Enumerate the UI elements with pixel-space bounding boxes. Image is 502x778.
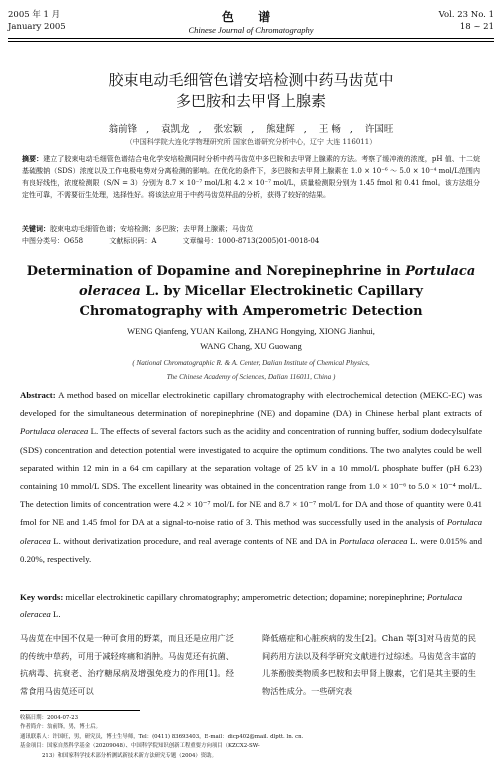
- species-name: Portulaca oleracea: [339, 535, 408, 546]
- en-title-line2: [20, 282, 482, 302]
- en-abstract-label: Abstract:: [20, 390, 56, 400]
- cn-keywords-label: 关键词：: [22, 224, 50, 233]
- body-column-left: 马齿苋在中国不仅是一种可食用的野菜，而且还是应用广泛的传统中草药，可用于减轻疼痛和消肿。马齿苋还有抗菌、抗病毒、抗衰老、治疗糖尿病及增强免疫力的作用[1]。经常食用马齿苋还可以: [20, 633, 234, 696]
- en-affiliation-line2: The Chinese Academy of Sciences, Dalian 116011, China ): [166, 373, 336, 381]
- cn-author: 袁凯龙: [161, 124, 190, 135]
- en-abstract-text: L. without derivatization procedure, and real average contents of NE and DA in: [50, 535, 340, 546]
- en-authors-line1: WENG Qianfeng, YUAN Kailong, ZHANG Hongying, XIONG Jianhui,: [127, 326, 375, 336]
- en-authors-line2: WANG Chang, XU Guowang: [200, 341, 302, 351]
- volume-info: [439, 9, 494, 33]
- en-keywords-text: L.: [50, 609, 61, 619]
- footnote-rule: [20, 710, 140, 711]
- en-title-line3: Chromatography with Amperometric Detection: [79, 304, 423, 319]
- en-title: [20, 262, 482, 322]
- en-title-line1: [20, 262, 482, 282]
- en-keywords: [20, 589, 482, 623]
- volume-number: Vol. 23 No. 1: [438, 10, 494, 20]
- issue-date-cn: 2005 年 1 月: [8, 10, 61, 20]
- en-affiliation-line1: ( National Chromatographic R. & A. Center, Dalian Institute of Chemical Physics,: [132, 359, 370, 367]
- cn-affiliation: （中国科学院大连化学物理研究所 国家色谱研究分析中心，辽宁 大连 116011）: [125, 138, 377, 146]
- page-range: 18 ~ 21: [459, 22, 494, 32]
- footnote-author-bio: 作者简介：翁前锋，男，博士后。: [20, 724, 101, 731]
- en-keywords-text: micellar electrokinetic capillary chromatography; amperometric detection; dopamine; norepinephrine;: [63, 592, 427, 602]
- en-affiliation: [0, 356, 502, 384]
- cn-authors: 翁前锋 , 袁凯龙 , 张宏颖 , 熊建辉 , 王 畅 , 许国旺: [108, 124, 394, 135]
- journal-name-en: Chinese Journal of Chromatography: [188, 25, 314, 35]
- en-title-text: L. by Micellar Electrokinetic Capillary: [140, 284, 423, 299]
- cn-keywords-text: 胶束电动毛细管色谱；安培检测；多巴胺；去甲肾上腺素；马齿苋: [50, 225, 253, 233]
- cn-author: 翁前锋: [108, 124, 138, 135]
- footnote-fund: 基金项目：国家自然科学基金（20209048）、中国科学院知识创新工程重要方向项目（KZCX2-SW-: [20, 743, 260, 750]
- document-code: 文献标识码：A: [109, 237, 157, 245]
- issue-date-en: January 2005: [8, 22, 66, 32]
- en-authors: [0, 324, 502, 354]
- en-title-text: Determination of Dopamine and Norepinephrine in: [26, 264, 406, 279]
- en-abstract-text: L. The effects of several factors such as the acidity and concentration of running buffer, sodium dodecylsulfate (SDS) concentration and detection potential were investigated to acquire the optimum conditions. The two analytes could be well separated within 12 min in a 64 cm capillary at the separation voltage of 25 kV in a 10 mmol/L phosphate buffer (pH 6.23) containing 10 mmol/L SDS. The excellent linearity was obtained in the concentration range from 1.0 × 10⁻⁶ to 5.0 × 10⁻⁴ mol/L. The detection limits of concentration were 4.2 × 10⁻⁷ mol/L for NE and 8.7 × 10⁻⁷ mol/L for DA and those of quantity were 0.41 fmol for NE and 1.45 fmol for DA at a signal-to-noise ratio of 3. This method was successfully used in the analysis of: [20, 426, 482, 528]
- journal-name: [0, 8, 502, 35]
- cn-abstract-label: 摘要：: [22, 155, 44, 163]
- header-rule-thick: [8, 38, 494, 39]
- en-abstract-text: A method based on micellar electrokinetic capillary chromatography with electrochemical detection (MEKC-EC) was developed for the simultaneous determination of norepinephrine (NE) and dopamine (DA) in Chinese herbal plant extracts of: [20, 390, 482, 419]
- en-abstract: [20, 386, 482, 568]
- footnote-received: 收稿日期：2004-07-23: [20, 715, 79, 721]
- cn-author: 王 畅: [318, 124, 341, 135]
- cn-abstract-text: 建立了胶束电动毛细管色谱结合电化学安培检测同时分析中药马齿苋中多巴胺和去甲肾上腺素的方法。考察了缓冲液的浓度，pH 值、十二烷基硫酸钠（SDS）浓度以及工作电极电势对分离检测的影响。在优化的条件下，多巴胺和去甲肾上腺素在 1.0 × 10⁻⁶ ～ 5.0 × 10⁻⁴ mol/L范围内有良好线性，浓度检测限（S/N = 3）分别为 8.7 × 10⁻⁷ mol/L和 4.2 × 10⁻⁷ mol/L，质量检测限分别为 1.45 fmol 和 0.41 fmol。该方法组分定性可靠，不需要衍生处理，选择性好。将该法应用于中药马齿苋样品的分析，获得了较好的结果。: [22, 155, 480, 199]
- cn-author: 熊建辉: [266, 124, 295, 135]
- header-rule-thin: [8, 41, 494, 42]
- body-column-right: 降低癌症和心脏疾病的发生[2]。Chan 等[3]对马齿苋的民间药用方法以及科学研究文献进行过综述。马齿苋含丰富的儿茶酚胺类物质多巴胺和去甲肾上腺素，它们是其主要的生物活性成分。一些研究表: [262, 633, 476, 696]
- cn-title: [0, 70, 502, 112]
- en-keywords-label: Key words:: [20, 592, 64, 602]
- species-name: Portulaca oleracea: [20, 426, 89, 437]
- cn-author: 许国旺: [364, 124, 394, 135]
- footnote-contact: 通讯联系人：许国旺，男，研究员，博士生导师，Tel：(0411) 83693403，E-mail：dicp402@mail. dlptt. ln. cn.: [20, 733, 304, 740]
- cn-keywords: [22, 223, 480, 235]
- cn-title-line1: 胶束电动毛细管色谱安培检测中药马齿苋中: [108, 71, 394, 89]
- footnote-fund-cont: 213）和国家科学技术部分析测试新技术新方法研究专题（2004）资助。: [42, 752, 217, 759]
- species-name: Portulaca oleracea: [20, 592, 463, 619]
- en-title-species: Portulaca: [405, 264, 476, 279]
- journal-name-cn: 色 谱: [221, 10, 281, 24]
- clc-number: 中图分类号：O658: [22, 237, 84, 245]
- cn-classification: [22, 235, 343, 247]
- en-abstract-text: L. were 0.015% and 0.20%, respectively.: [20, 535, 482, 564]
- en-title-species: oleracea: [79, 284, 141, 299]
- cn-title-line2: 多巴胺和去甲肾上腺素: [175, 92, 326, 110]
- cn-abstract: [22, 153, 480, 201]
- article-number: 文章编号：1000-8713(2005)01-0018-04: [182, 237, 320, 245]
- footnotes: [20, 714, 482, 761]
- species-name: Portulaca oleracea: [20, 517, 482, 546]
- cn-author: 张宏颖: [213, 124, 243, 135]
